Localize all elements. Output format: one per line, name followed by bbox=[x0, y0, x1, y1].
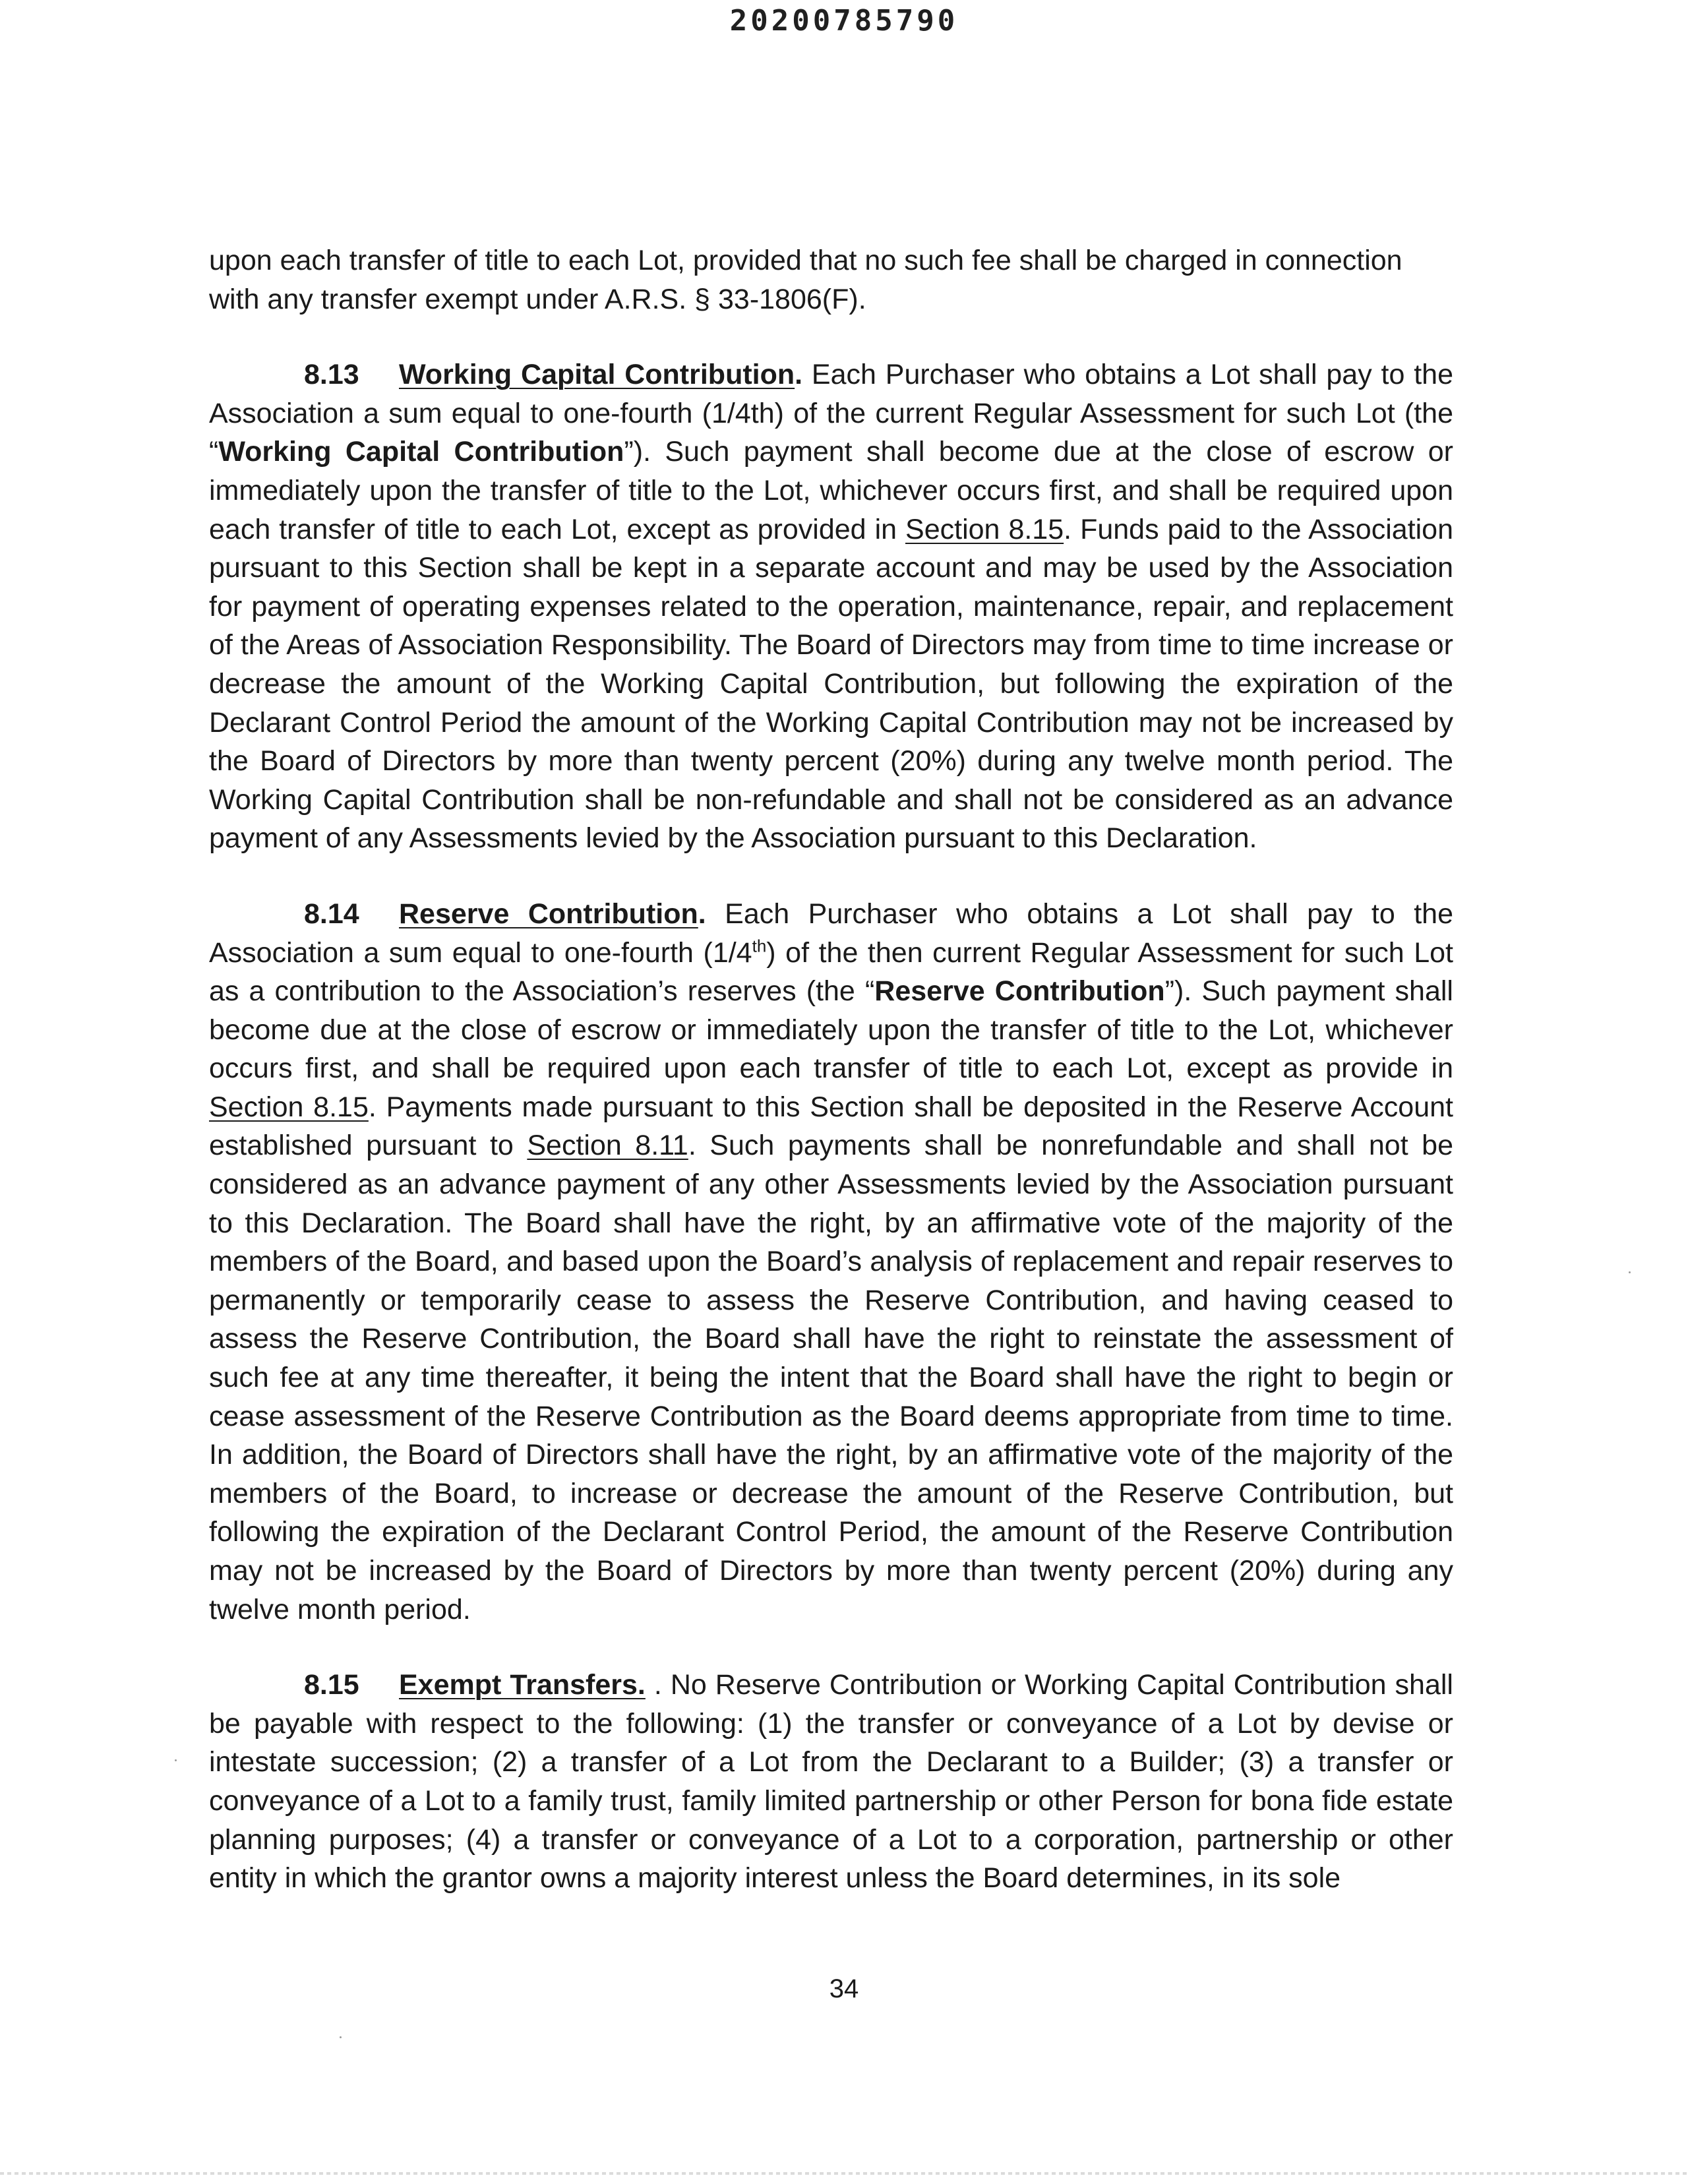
scan-edge-artifact bbox=[0, 2172, 1688, 2175]
document-body bbox=[209, 241, 1453, 1935]
title-punctuation: . bbox=[698, 897, 706, 930]
section-title: Exempt Transfers. bbox=[399, 1669, 646, 1701]
page-number: 34 bbox=[829, 1974, 859, 2003]
section-text: ”). Such payment shall become due at the close of escrow or immediately upon the transfer of title to the Lot, whichever occurs first, and shall be required upon each transfer of title to each Lot, except as provided in bbox=[209, 436, 1453, 545]
paragraph-text: upon each transfer of title to each Lot, provided that no such fee shall be charged in connection with any transfer exempt under A.R.S. § 33-1806(F). bbox=[209, 245, 1402, 315]
section-title: Working Capital Contribution bbox=[399, 359, 795, 391]
section-8-13 bbox=[209, 355, 1453, 858]
title-punctuation: . bbox=[645, 1669, 662, 1701]
section-text: . Such payments shall be nonrefundable and shall not be considered as an advance payment of any other Assessments levied by the Association pursuant to this Declaration. The Board shall have the right, by an affirmative vote of the majority of the members of the Board, and based upon the Board’s analysis of replacement and repair reserves to permanently or temporarily cease to assess the Reserve Contribution, and having ceased to assess the Reserve Contribution, the Board shall have the right to reinstate the assessment of such fee at any time thereafter, it being the intent that the Board shall have the right to begin or cease assessment of the Reserve Contribution as the Board deems appropriate from time to time. In addition, the Board of Directors shall have the right, by an affirmative vote of the majority of the members of the Board, to increase or decrease the amount of the Reserve Contribution, but following the expiration of the Declarant Control Period, the amount of the Reserve Contribution may not be increased by the Board of Directors by more than twenty percent (20%) during any twelve month period. bbox=[209, 1130, 1453, 1625]
section-text: ) of the then current Regular Assessment for such Lot as a contribution to the Association’s reserves (the “ bbox=[209, 936, 1453, 1008]
section-reference: Section 8.15 bbox=[905, 513, 1064, 545]
scan-speck bbox=[340, 2036, 342, 2038]
section-reference: Section 8.11 bbox=[527, 1130, 688, 1162]
section-number: 8.14 bbox=[304, 897, 359, 930]
section-8-14 bbox=[209, 895, 1453, 1629]
section-text: . Payments made pursuant to this Section shall be deposited in the Reserve Account established pursuant to bbox=[209, 1091, 1453, 1162]
section-text: Each Purchaser who obtains a Lot shall pay to the Association a sum equal to one-fourth (1/4th) of the current Regular Assessment for such Lot (the “ bbox=[209, 359, 1453, 468]
section-title: Reserve Contribution bbox=[399, 897, 698, 930]
section-8-15 bbox=[209, 1666, 1453, 1898]
section-number: 8.13 bbox=[304, 359, 359, 391]
scan-speck bbox=[175, 1759, 177, 1761]
section-number: 8.15 bbox=[304, 1669, 359, 1701]
defined-term: Working Capital Contribution bbox=[218, 436, 624, 468]
continued-paragraph bbox=[209, 241, 1453, 318]
recording-number: 20200785790 bbox=[729, 4, 959, 38]
section-text: No Reserve Contribution or Working Capital Contribution shall be payable with respect to the following: (1) the transfer or conveyance of a Lot by devise or intestate succession; (2) a transfer of a Lot from the Declarant to a Builder; (3) a transfer or conveyance of a Lot to a family trust, family limited partnership or other Person for bona fide estate planning purposes; (4) a transfer or conveyance of a Lot to a corporation, partnership or other entity in which the grantor owns a majority interest unless the Board determines, in its sole bbox=[209, 1669, 1453, 1895]
superscript: th bbox=[752, 936, 767, 956]
section-text: Each Purchaser who obtains a Lot shall pay to the Association a sum equal to one-fourth (1/4 bbox=[209, 897, 1453, 969]
section-text: ”). Such payment shall become due at the close of escrow or immediately upon the transfer of title to the Lot, whichever occurs first, and shall be required upon each transfer of title to each Lot, except as provide in bbox=[209, 975, 1453, 1085]
scan-speck bbox=[1629, 1271, 1631, 1273]
section-text: . Funds paid to the Association pursuant to this Section shall be kept in a separate account and may be used by the Association for payment of operating expenses related to the operation, maintenance, repair, and replacement of the Areas of Association Responsibility. The Board of Directors may from time to time increase or decrease the amount of the Working Capital Contribution, but following the expiration of the Declarant Control Period the amount of the Working Capital Contribution may not be increased by the Board of Directors by more than twenty percent (20%) during any twelve month period. The Working Capital Contribution shall be non-refundable and shall not be considered as an advance payment of any Assessments levied by the Association pursuant to this Declaration. bbox=[209, 513, 1453, 855]
defined-term: Reserve Contribution bbox=[874, 975, 1165, 1008]
section-reference: Section 8.15 bbox=[209, 1091, 369, 1123]
title-punctuation: . bbox=[795, 359, 803, 391]
